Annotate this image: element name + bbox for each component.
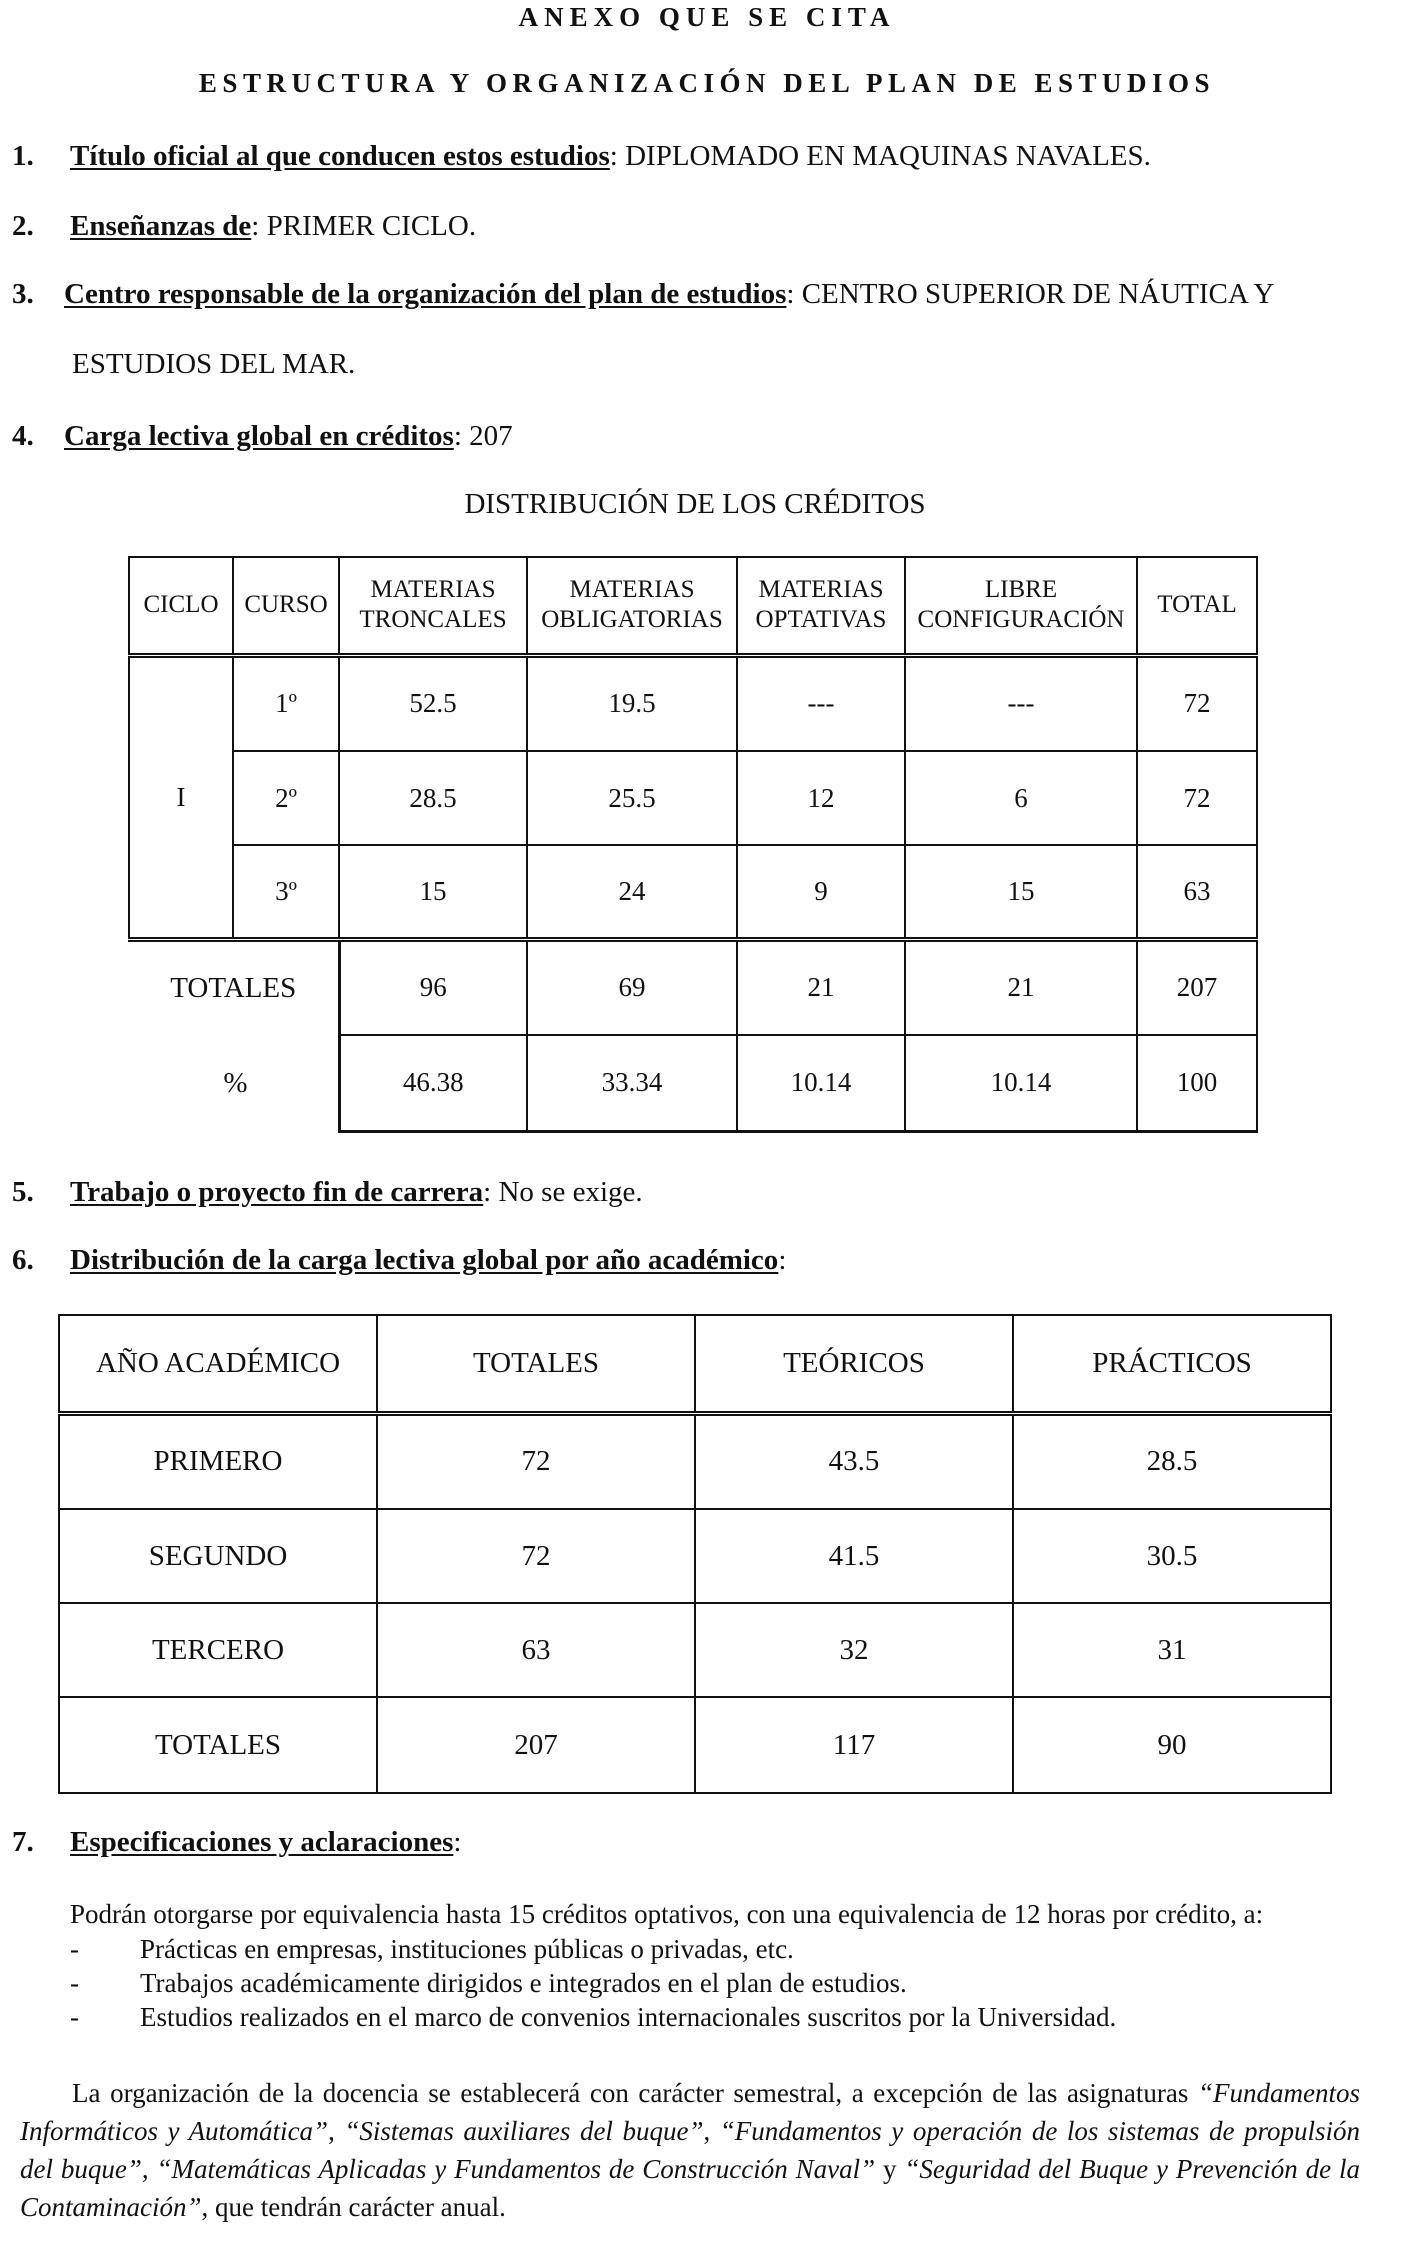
libre-cell: --- — [905, 655, 1137, 751]
obligatorias-cell: 19.5 — [527, 655, 737, 751]
troncales-cell: 28.5 — [339, 751, 527, 845]
annex-title: ANEXO QUE SE CITA — [518, 2, 896, 32]
header-anio: AÑO ACADÉMICO — [59, 1315, 377, 1413]
libre-cell: 21 — [905, 939, 1137, 1035]
troncales-cell: 96 — [339, 939, 527, 1035]
teoricos-cell: 43.5 — [695, 1413, 1013, 1509]
item-6: 6. Distribución de la carga lectiva global por año académico: — [12, 1244, 787, 1276]
specs-bullet-list — [70, 1932, 1390, 2034]
table-row — [129, 845, 1257, 939]
teoricos-cell: 41.5 — [695, 1509, 1013, 1603]
curso-cell: 2º — [233, 751, 339, 845]
credits-header-row — [129, 557, 1257, 655]
specs-intro: Podrán otorgarse por equivalencia hasta 15 créditos optativos, con una equivalencia de 12 horas por crédito, a: — [70, 1899, 1264, 1929]
list-item: - Trabajos académicamente dirigidos e integrados en el plan de estudios. — [70, 1968, 907, 1998]
specs-paragraph: La organización de la docencia se establecerá con carácter semestral, a excepción de las asignaturas “Fundamentos Informáticos y Automática”, “Sistemas auxiliares del buque”, “Fundamentos y operación de los sistemas de propulsión del buque”, “Matemáticas Aplicadas y Fundamentos de Construcción Naval” y “Seguridad del Buque y Prevención de la Contaminación”, que tendrán carácter anual. — [20, 2078, 1361, 2222]
practicos-cell: 30.5 — [1013, 1509, 1331, 1603]
table-row — [59, 1603, 1331, 1697]
list-item: - Estudios realizados en el marco de convenios internacionales suscritos por la Universidad. — [70, 2002, 1117, 2032]
percent-row — [129, 1035, 1257, 1131]
table-row — [59, 1509, 1331, 1603]
header-totales: TOTALES — [377, 1315, 695, 1413]
troncales-cell: 15 — [339, 845, 527, 939]
libre-cell: 10.14 — [905, 1035, 1137, 1131]
item-3: 3. Centro responsable de la organización del plan de estudios: CENTRO SUPERIOR DE NÁUTICA Y — [12, 278, 1275, 310]
totales-cell: 72 — [377, 1413, 695, 1509]
totales-row — [129, 939, 1257, 1035]
libre-cell: 15 — [905, 845, 1137, 939]
year-header-row — [59, 1315, 1331, 1413]
table-row — [129, 655, 1257, 751]
table-row — [59, 1413, 1331, 1509]
header-ciclo: CICLO — [129, 557, 233, 655]
total-cell: 63 — [1137, 845, 1257, 939]
troncales-cell: 46.38 — [339, 1035, 527, 1131]
optativas-cell: 12 — [737, 751, 905, 845]
table-row — [59, 1697, 1331, 1793]
optativas-cell: 9 — [737, 845, 905, 939]
totales-label: TOTALES — [170, 971, 297, 1004]
item-2: 2. Enseñanzas de: PRIMER CICLO. — [12, 210, 477, 242]
practicos-cell: 90 — [1013, 1697, 1331, 1793]
total-cell: 100 — [1137, 1035, 1257, 1131]
year-cell: PRIMERO — [59, 1413, 377, 1509]
troncales-cell: 52.5 — [339, 655, 527, 751]
ciclo-cell: I — [129, 655, 233, 939]
practicos-cell: 31 — [1013, 1603, 1331, 1697]
item-4: 4. Carga lectiva global en créditos: 207 — [12, 420, 513, 452]
header-teoricos: TEÓRICOS — [695, 1315, 1013, 1413]
year-cell: SEGUNDO — [59, 1509, 377, 1603]
table-row — [129, 751, 1257, 845]
libre-cell: 6 — [905, 751, 1137, 845]
credits-table-title: DISTRIBUCIÓN DE LOS CRÉDITOS — [464, 488, 926, 520]
teoricos-cell: 117 — [695, 1697, 1013, 1793]
item-1: 1. Título oficial al que conducen estos estudios: DIPLOMADO EN MAQUINAS NAVALES. — [12, 140, 1151, 172]
item-3-continuation: ESTUDIOS DEL MAR. — [72, 348, 356, 380]
optativas-cell: --- — [737, 655, 905, 751]
percent-label: % — [223, 1066, 248, 1099]
year-cell: TOTALES — [59, 1697, 377, 1793]
teoricos-cell: 32 — [695, 1603, 1013, 1697]
header-optativas: MATERIAS OPTATIVAS — [737, 557, 905, 655]
header-curso: CURSO — [233, 557, 339, 655]
optativas-cell: 21 — [737, 939, 905, 1035]
list-item: - Prácticas en empresas, instituciones públicas o privadas, etc. — [70, 1934, 794, 1964]
obligatorias-cell: 25.5 — [527, 751, 737, 845]
item-5: 5. Trabajo o proyecto fin de carrera: No se exige. — [12, 1176, 643, 1208]
item-7: 7. Especificaciones y aclaraciones: — [12, 1826, 462, 1858]
curso-cell: 3º — [233, 845, 339, 939]
totales-cell: 207 — [377, 1697, 695, 1793]
header-troncales: MATERIAS TRONCALES — [339, 557, 527, 655]
curso-cell: 1º — [233, 655, 339, 751]
header-total: TOTAL — [1137, 557, 1257, 655]
total-cell: 72 — [1137, 751, 1257, 845]
obligatorias-cell: 69 — [527, 939, 737, 1035]
obligatorias-cell: 24 — [527, 845, 737, 939]
total-cell: 207 — [1137, 939, 1257, 1035]
document-title: ESTRUCTURA Y ORGANIZACIÓN DEL PLAN DE ESTUDIOS — [198, 68, 1216, 98]
practicos-cell: 28.5 — [1013, 1413, 1331, 1509]
year-table — [58, 1314, 1332, 1794]
total-cell: 72 — [1137, 655, 1257, 751]
header-obligatorias: MATERIAS OBLIGATORIAS — [527, 557, 737, 655]
obligatorias-cell: 33.34 — [527, 1035, 737, 1131]
header-libre: LIBRE CONFIGURACIÓN — [905, 557, 1137, 655]
header-practicos: PRÁCTICOS — [1013, 1315, 1331, 1413]
totales-cell: 63 — [377, 1603, 695, 1697]
year-cell: TERCERO — [59, 1603, 377, 1697]
credits-table — [128, 556, 1258, 1133]
totales-cell: 72 — [377, 1509, 695, 1603]
optativas-cell: 10.14 — [737, 1035, 905, 1131]
